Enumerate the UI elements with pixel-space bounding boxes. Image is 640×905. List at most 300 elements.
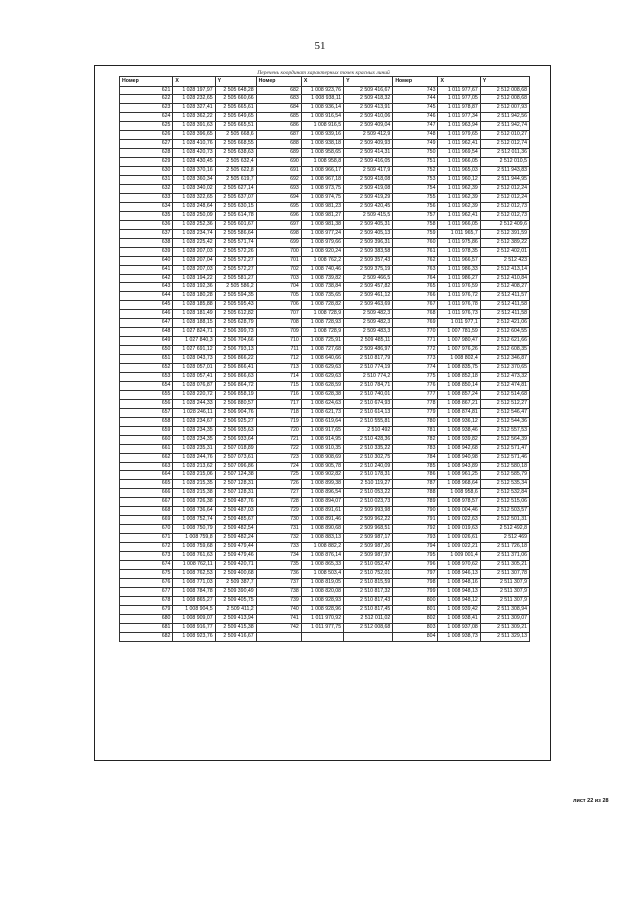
coord-y: 2 512 564,39: [480, 435, 529, 444]
coord-x: 1 008 865,33: [301, 561, 343, 570]
point-number: 766: [393, 292, 438, 301]
point-number: 691: [256, 167, 301, 176]
coord-y: 2 510 052,47: [344, 561, 393, 570]
coord-y: 2 509 413,91: [344, 104, 393, 113]
coord-y: 2 510 614,13: [344, 408, 393, 417]
point-number: 664: [120, 471, 173, 480]
point-number: 682: [256, 86, 301, 95]
point-number: 755: [393, 193, 438, 202]
coord-y: 2 512 010,5: [480, 158, 529, 167]
coord-x: 1 008 728,93: [301, 319, 343, 328]
coord-y: 2 512 546,47: [480, 408, 529, 417]
point-number: 663: [120, 462, 173, 471]
point-number: 641: [120, 265, 173, 274]
table-row: [120, 435, 530, 444]
coord-y: 2 511 329,13: [480, 632, 529, 641]
table-row: [120, 193, 530, 202]
table-row: [120, 516, 530, 525]
table-row: [120, 149, 530, 158]
coord-x: 1 028 232,65: [173, 95, 215, 104]
coord-x: 1 028 235,31: [173, 444, 215, 453]
document-frame: [94, 65, 609, 804]
coord-y: 2 505 614,78: [215, 211, 256, 220]
coord-x: 1 027 824,71: [173, 328, 215, 337]
coord-x: 1 008 883,13: [301, 534, 343, 543]
coord-x: 1 008 750,79: [173, 525, 215, 534]
table-row: [120, 202, 530, 211]
point-number: 696: [256, 211, 301, 220]
coord-y: 2 512 512,27: [480, 399, 529, 408]
coord-y: 2 510 302,75: [344, 453, 393, 462]
header-y: Y: [344, 77, 393, 87]
point-number: 706: [256, 301, 301, 310]
coord-y: 2 505 586,64: [215, 229, 256, 238]
point-number: 667: [120, 498, 173, 507]
point-number: 777: [393, 390, 438, 399]
point-number: 679: [120, 605, 173, 614]
point-number: 682: [120, 632, 173, 641]
point-number: 757: [393, 211, 438, 220]
coord-y: 2 512 012,73: [480, 202, 529, 211]
coord-x: 1 011 976,72: [438, 292, 480, 301]
coord-y: 2 510 053,22: [344, 489, 393, 498]
point-number: 635: [120, 211, 173, 220]
coord-y: 2 512 011,02: [344, 614, 393, 623]
coord-x: 1 028 396,65: [173, 131, 215, 140]
table-row: [120, 211, 530, 220]
coord-y: 2 509 485,67: [215, 516, 256, 525]
point-number: 671: [120, 534, 173, 543]
point-number: 785: [393, 462, 438, 471]
header-x: X: [173, 77, 215, 87]
coord-y: 2 510 815,59: [344, 578, 393, 587]
coord-x: 1 008 629,63: [301, 373, 343, 382]
point-number: 700: [256, 247, 301, 256]
point-number: 740: [256, 605, 301, 614]
point-number: 633: [120, 193, 173, 202]
coord-x: 1 028 180,28: [173, 292, 215, 301]
coord-x: 1 028 244,76: [173, 453, 215, 462]
coord-x: 1 028 043,73: [173, 355, 215, 364]
coordinates-table: [119, 76, 530, 642]
point-number: 694: [256, 193, 301, 202]
point-number: 721: [256, 435, 301, 444]
point-number: 788: [393, 489, 438, 498]
coord-y: 2 506 866,41: [215, 364, 256, 373]
table-row: [120, 587, 530, 596]
point-number: 644: [120, 292, 173, 301]
coord-y: 2 512 557,53: [480, 426, 529, 435]
point-number: 684: [256, 104, 301, 113]
point-number: 744: [393, 95, 438, 104]
coord-y: 2 506 793,13: [215, 346, 256, 355]
coord-y: 2 512 402,01: [480, 247, 529, 256]
coord-x: 1 008 852,18: [438, 373, 480, 382]
point-number: 793: [393, 534, 438, 543]
coord-x: 1 008 784,78: [173, 587, 215, 596]
coord-x: 1 011 976,59: [438, 283, 480, 292]
coord-y: 2 509 400,68: [215, 569, 256, 578]
table-row: [120, 176, 530, 185]
point-number: 771: [393, 337, 438, 346]
coord-x: 1 008 936,14: [301, 104, 343, 113]
coord-y: 2 509 383,58: [344, 247, 393, 256]
table-row: [120, 462, 530, 471]
point-number: 732: [256, 534, 301, 543]
coord-y: 2 511 307,9: [480, 578, 529, 587]
coord-y: 2 505 622,8: [215, 167, 256, 176]
coord-x: 1 011 960,12: [438, 176, 480, 185]
coord-y: 2 505 668,6: [215, 131, 256, 140]
coord-y: 2 510 428,36: [344, 435, 393, 444]
coord-x: 1 008 981,38: [301, 220, 343, 229]
table-row: [120, 113, 530, 122]
table-row: [120, 301, 530, 310]
coord-y: 2 510 555,81: [344, 417, 393, 426]
coord-y: 2 505 648,28: [215, 86, 256, 95]
coord-y: 2 512 409,6: [480, 220, 529, 229]
coord-y: 2 509 413,94: [215, 614, 256, 623]
coord-y: 2 512 346,87: [480, 355, 529, 364]
table-row: [120, 561, 530, 570]
coord-x: 1 008 958,65: [301, 149, 343, 158]
coord-y: 2 509 487,76: [215, 498, 256, 507]
coord-x: 1 011 962,39: [438, 202, 480, 211]
coord-x: 1 028 215,06: [173, 471, 215, 480]
coord-y: 2 509 420,45: [344, 202, 393, 211]
table-row: [120, 552, 530, 561]
point-number: 727: [256, 489, 301, 498]
table-row: [120, 247, 530, 256]
coord-x: 1 008 940,98: [438, 453, 480, 462]
point-number: 749: [393, 140, 438, 149]
coord-x: 1 008 820,08: [301, 587, 343, 596]
coord-x: 1 028 181,49: [173, 310, 215, 319]
coord-x: 1 008 958,6: [438, 489, 480, 498]
point-number: 784: [393, 453, 438, 462]
coord-y: 2 506 925,27: [215, 417, 256, 426]
coord-x: 1 028 246,11: [173, 408, 215, 417]
point-number: 647: [120, 319, 173, 328]
coord-y: 2 509 409,93: [344, 140, 393, 149]
point-number: 714: [256, 373, 301, 382]
coord-y: 2 510 817,43: [344, 596, 393, 605]
coord-x: 1 028 207,03: [173, 265, 215, 274]
coord-y: 2 509 410,06: [344, 113, 393, 122]
table-row: [120, 86, 530, 95]
coord-y: 2 507 018,89: [215, 444, 256, 453]
point-number: 715: [256, 381, 301, 390]
coord-y: 2 512 391,59: [480, 229, 529, 238]
coord-y: 2 509 466,5: [344, 274, 393, 283]
point-number: 753: [393, 176, 438, 185]
coord-y: 2 512 501,31: [480, 516, 529, 525]
point-number: 628: [120, 149, 173, 158]
coord-x: 1 011 962,41: [438, 211, 480, 220]
coord-x: 1 008 942,68: [438, 444, 480, 453]
coord-y: 2 505 627,14: [215, 184, 256, 193]
coord-y: 2 512 492,8: [480, 525, 529, 534]
coord-x: 1 028 327,41: [173, 104, 215, 113]
point-number: 735: [256, 561, 301, 570]
table-row: [120, 623, 530, 632]
point-number: 692: [256, 176, 301, 185]
coord-x: 1 008 876,14: [301, 552, 343, 561]
coord-y: 2 510 240,09: [344, 462, 393, 471]
coord-x: 1 011 986,33: [438, 265, 480, 274]
coord-y: 2 512 580,18: [480, 462, 529, 471]
coord-y: 2 506 935,63: [215, 426, 256, 435]
point-number: 697: [256, 220, 301, 229]
point-number: 739: [256, 596, 301, 605]
coord-y: 2 509 483,3: [344, 328, 393, 337]
coord-x: 1 008 967,18: [301, 176, 343, 185]
coord-x: 1 011 986,27: [438, 274, 480, 283]
coord-y: 2 512 411,58: [480, 310, 529, 319]
point-number: 699: [256, 238, 301, 247]
point-number: 631: [120, 176, 173, 185]
point-number: 652: [120, 364, 173, 373]
point-number: 659: [120, 426, 173, 435]
coord-x: 1 008 968,64: [438, 480, 480, 489]
coord-y: 2 510 335,22: [344, 444, 393, 453]
point-number: 772: [393, 346, 438, 355]
header-number: Номер: [256, 77, 301, 87]
point-number: 657: [120, 408, 173, 417]
coord-x: 1 028 076,87: [173, 381, 215, 390]
coord-y: 2 509 993,98: [344, 507, 393, 516]
coord-y: 2 512 370,65: [480, 364, 529, 373]
coord-y: 2 507 124,38: [215, 471, 256, 480]
point-number: 780: [393, 417, 438, 426]
coord-x: 1 008 948,13: [438, 587, 480, 596]
coord-y: 2 511 309,21: [480, 623, 529, 632]
table-row: [120, 632, 530, 641]
coord-y: 2 510 817,45: [344, 605, 393, 614]
coord-x: 1 008 503,4: [301, 569, 343, 578]
coord-x: 1 008 739,82: [301, 274, 343, 283]
coord-y: 2 505 572,26: [215, 247, 256, 256]
coord-y: 2 512 413,14: [480, 265, 529, 274]
table-row: [120, 507, 530, 516]
coord-y: 2 509 415,38: [215, 623, 256, 632]
coord-y: 2 509 482,3: [344, 319, 393, 328]
point-number: 637: [120, 229, 173, 238]
point-number: 730: [256, 516, 301, 525]
coord-y: 2 512 010,27: [480, 131, 529, 140]
coord-y: 2 505 632,4: [215, 158, 256, 167]
point-number: 690: [256, 158, 301, 167]
table-row: [120, 337, 530, 346]
coord-x: 1 008 725,91: [301, 337, 343, 346]
coord-y: 2 505 668,55: [215, 140, 256, 149]
coord-y: 2 512 621,66: [480, 337, 529, 346]
point-number: 654: [120, 381, 173, 390]
coord-y: 2 509 405,75: [215, 596, 256, 605]
table-row: [120, 534, 530, 543]
coord-y: 2 509 390,49: [215, 587, 256, 596]
coord-x: 1 008 640,66: [301, 355, 343, 364]
coord-x: 1 028 213,62: [173, 462, 215, 471]
coord-y: 2 509 419,08: [344, 184, 393, 193]
coord-x: 1 008 874,81: [438, 408, 480, 417]
point-number: 624: [120, 113, 173, 122]
coord-x: 1 011 976,78: [438, 301, 480, 310]
point-number: 718: [256, 408, 301, 417]
point-number: 790: [393, 507, 438, 516]
point-number: 639: [120, 247, 173, 256]
coord-x: 1 008 819,05: [301, 578, 343, 587]
coord-y: 2 506 864,72: [215, 381, 256, 390]
point-number: 741: [256, 614, 301, 623]
point-number: 630: [120, 167, 173, 176]
coord-y: 2 510 817,32: [344, 587, 393, 596]
coord-x: 1 008 917,65: [301, 426, 343, 435]
point-number: 676: [120, 578, 173, 587]
coord-x: 1 008 978,57: [438, 498, 480, 507]
coord-y: 2 512 514,68: [480, 390, 529, 399]
coord-y: 2 509 482,24: [215, 534, 256, 543]
coord-y: 2 506 866,63: [215, 373, 256, 382]
coord-y: 2 506 933,64: [215, 435, 256, 444]
table-row: [120, 543, 530, 552]
coord-y: 2 509 416,05: [344, 158, 393, 167]
coord-x: 1 008 970,62: [438, 561, 480, 570]
coord-x: 1 028 185,88: [173, 301, 215, 310]
table-row: [120, 525, 530, 534]
coord-x: 1 008 891,61: [301, 507, 343, 516]
coord-y: 2 509 987,26: [344, 543, 393, 552]
coord-y: 2 512 535,34: [480, 480, 529, 489]
coord-y: 2 505 595,43: [215, 301, 256, 310]
point-number: 801: [393, 605, 438, 614]
coord-y: 2 505 630,15: [215, 202, 256, 211]
coord-y: 2 509 411,2: [215, 605, 256, 614]
coord-x: 1 028 188,15: [173, 319, 215, 328]
coord-x: 1 008 628,59: [301, 381, 343, 390]
point-number: 640: [120, 256, 173, 265]
point-number: 779: [393, 408, 438, 417]
point-number: 669: [120, 516, 173, 525]
coord-y: 2 512 007,93: [480, 104, 529, 113]
point-number: 768: [393, 310, 438, 319]
point-number: 736: [256, 569, 301, 578]
table-row: [120, 346, 530, 355]
coord-y: 2 510 774,19: [344, 364, 393, 373]
coord-y: 2 512 515,06: [480, 498, 529, 507]
coord-y: 2 512 410,84: [480, 274, 529, 283]
coord-y: 2 509 357,43: [344, 256, 393, 265]
coord-x: 1 008 916,5: [301, 122, 343, 131]
coord-x: 1 028 420,73: [173, 149, 215, 158]
coord-y: 2 510 674,93: [344, 399, 393, 408]
coord-y: 2 510 774,2: [344, 373, 393, 382]
coord-y: 2 512 532,84: [480, 489, 529, 498]
coord-x: 1 008 857,24: [438, 390, 480, 399]
coord-x: 1 008 762,11: [173, 561, 215, 570]
point-number: 626: [120, 131, 173, 140]
point-number: 722: [256, 444, 301, 453]
table-row: [120, 184, 530, 193]
coord-x: 1 008 850,14: [438, 381, 480, 390]
coord-x: 1 008 928,96: [301, 605, 343, 614]
point-number: 646: [120, 310, 173, 319]
coord-x: 1 008 961,25: [438, 471, 480, 480]
coord-x: 1 028 057,41: [173, 373, 215, 382]
coord-y: 2 512 469: [480, 534, 529, 543]
coord-x: 1 008 882,2: [301, 543, 343, 552]
coord-y: 2 510 752,01: [344, 569, 393, 578]
coord-x: 1 027 840,3: [173, 337, 215, 346]
coord-x: 1 008 914,95: [301, 435, 343, 444]
coord-x: 1 008 740,46: [301, 265, 343, 274]
coord-y: 2 509 405,13: [344, 229, 393, 238]
table-row: [120, 569, 530, 578]
coord-x: 1 011 970,92: [301, 614, 343, 623]
coord-y: 2 510 817,79: [344, 355, 393, 364]
coord-x: 1 008 948,12: [438, 596, 480, 605]
coord-y: 2 509 375,19: [344, 265, 393, 274]
point-number: 698: [256, 229, 301, 238]
point-number: 703: [256, 274, 301, 283]
coord-x: 1 008 835,75: [438, 364, 480, 373]
table-row: [120, 283, 530, 292]
point-number: 765: [393, 283, 438, 292]
coord-y: 2 512 411,57: [480, 292, 529, 301]
point-number: 650: [120, 346, 173, 355]
coord-y: 2 507 096,86: [215, 462, 256, 471]
point-number: 756: [393, 202, 438, 211]
point-number: 763: [393, 265, 438, 274]
coord-y: 2 509 482,3: [344, 310, 393, 319]
point-number: 791: [393, 516, 438, 525]
point-number: 648: [120, 328, 173, 337]
point-number: 769: [393, 319, 438, 328]
point-number: 767: [393, 301, 438, 310]
coord-x: 1 028 207,03: [173, 247, 215, 256]
point-number: 781: [393, 426, 438, 435]
coord-y: 2 509 463,69: [344, 301, 393, 310]
coord-y: 2 509 968,51: [344, 525, 393, 534]
coord-y: 2 512 473,32: [480, 373, 529, 382]
coord-x: 1 008 909,07: [173, 614, 215, 623]
table-row: [120, 381, 530, 390]
coord-x: 1 008 736,64: [173, 507, 215, 516]
coord-x: 1 008 738,84: [301, 283, 343, 292]
coord-x: 1 011 978,35: [438, 247, 480, 256]
point-number: 738: [256, 587, 301, 596]
table-row: [120, 390, 530, 399]
point-number: 743: [393, 86, 438, 95]
coord-x: 1 011 965,7: [438, 229, 480, 238]
table-row: [120, 417, 530, 426]
point-number: 707: [256, 310, 301, 319]
point-number: 623: [120, 104, 173, 113]
coord-y: 2 511 307,9: [480, 596, 529, 605]
coord-y: 2 512 503,57: [480, 507, 529, 516]
point-number: 758: [393, 220, 438, 229]
coord-x: 1 008 759,68: [173, 543, 215, 552]
coord-y: 2 509 987,17: [344, 534, 393, 543]
coord-x: 1 008 974,75: [301, 193, 343, 202]
coord-x: 1 009 019,63: [438, 525, 480, 534]
coord-x: 1 028 250,09: [173, 211, 215, 220]
point-number: 675: [120, 569, 173, 578]
coord-y: 2 506 880,57: [215, 399, 256, 408]
coord-y: 2 512 012,24: [480, 193, 529, 202]
point-number: 804: [393, 632, 438, 641]
point-number: 782: [393, 435, 438, 444]
